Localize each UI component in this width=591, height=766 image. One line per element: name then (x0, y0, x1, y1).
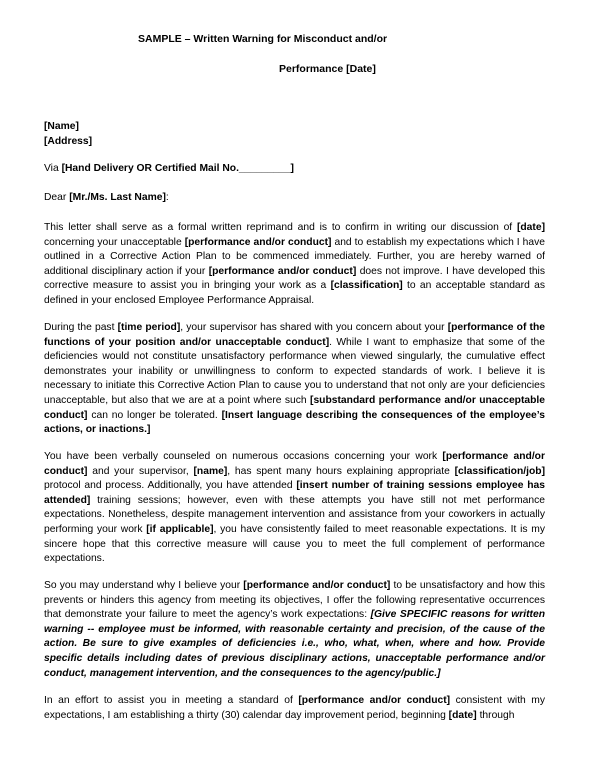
placeholder-date: [date] (448, 709, 477, 721)
text-run: concerning your unacceptable (44, 236, 185, 248)
paragraph-reprimand (44, 221, 545, 309)
placeholder-date: [date] (516, 222, 545, 233)
placeholder-training-sessions: [insert number of training sessions employee has attended] (44, 480, 545, 506)
recipient-address-block (44, 120, 92, 149)
placeholder-performance-conduct: [performance and/or conduct] (208, 265, 357, 277)
placeholder-supervisor-name: [name] (193, 465, 228, 477)
paragraph-improvement-period (44, 694, 545, 723)
placeholder-if-applicable: [if applicable] (146, 523, 214, 535)
recipient-address-placeholder: [Address] (44, 135, 93, 147)
placeholder-substandard-performance: [substandard performance and/or unacceptable conduct] (44, 394, 546, 421)
text-run: So you may understand why I believe your (44, 580, 244, 591)
text-run: to be unsatisfactory and how this prevents or hinders this agency from meeting its objectives, I offer the following representative occurrences that demonstrate your failure to meet the agency’s work expectations: (44, 580, 545, 621)
text-run: does not improve. I have developed this corrective measure to assist you in bringing your work as a (44, 265, 545, 292)
delivery-method-placeholder: [Hand Delivery OR Certified Mail No._________] (61, 163, 294, 174)
placeholder-performance-conduct: [performance and/or conduct] (184, 236, 332, 248)
placeholder-specific-reasons: [Give SPECIFIC reasons for written warning -- employee must be informed, with reasonable certainty and precision, of the cause of the action. Be sure to give examples of deficiencies i.e., who, what, when, where and how. Provide specific details including dates of previous disciplinary actions, unacceptable performance and/or conduct, management intervention, and the consequences to the agency/public.] (44, 609, 545, 679)
text-run: through (476, 709, 515, 721)
placeholder-classification: [classification] (330, 280, 403, 292)
text-run: and your supervisor, (87, 465, 194, 477)
placeholder-performance-conduct: [performance and/or conduct] (243, 580, 391, 591)
placeholder-consequences-language: [Insert language describing the consequences of the employee’s actions, or inactions.] (44, 409, 545, 436)
placeholder-performance-functions: [performance of the functions of your position and/or unacceptable conduct] (44, 322, 545, 348)
document-title-date: Performance [Date] (279, 63, 376, 75)
salutation-prefix: Dear (44, 192, 70, 203)
text-run: can no longer be tolerated. (87, 409, 222, 421)
text-run: This letter shall serve as a formal written reprimand and is to confirm in writing our discussion of (44, 222, 517, 233)
text-run: , your supervisor has shared with you concern about your (180, 322, 448, 333)
text-run: During the past (44, 322, 118, 333)
paragraph-past-concerns (44, 321, 545, 438)
salutation-line (44, 192, 169, 203)
text-run: In an effort to assist you in meeting a standard of (44, 695, 299, 706)
placeholder-classification-job: [classification/job] (454, 465, 545, 477)
text-run: protocol and process. Additionally, you have attended (44, 480, 297, 492)
text-run: to an acceptable standard as defined in your enclosed Employee Performance Appraisal. (44, 280, 545, 306)
text-run: and to establish my expectations which I have outlined in a Corrective Action Plan to be commenced immediately. Further, you are hereby warned of additional disciplinary action if your (44, 236, 545, 277)
text-run: , you have consistently failed to meet reasonable expectations. It is my sincere hope that this corrective measure will cause you to meet the full complement of performance expectations. (44, 523, 545, 565)
document-title: SAMPLE – Written Warning for Misconduct and/or (138, 33, 388, 45)
recipient-name-placeholder: [Name] (44, 121, 79, 132)
text-run: consistent with my expectations, I am establishing a thirty (30) calendar day improvement period, beginning (44, 695, 546, 721)
text-run: You have been verbally counseled on numerous occasions concerning your work (44, 451, 443, 462)
placeholder-performance-conduct: [performance and/or conduct] (44, 451, 545, 477)
text-run: , has spent many hours explaining appropriate (227, 465, 455, 477)
delivery-method-line (44, 163, 294, 174)
paragraph-counseling-history (44, 450, 545, 567)
placeholder-time-period: [time period] (117, 322, 181, 333)
salutation-name-placeholder: [Mr./Ms. Last Name] (69, 192, 166, 203)
placeholder-performance-conduct: [performance and/or conduct] (298, 695, 451, 706)
paragraph-occurrences (44, 579, 545, 681)
text-run: training sessions; however, even with these attempts you have still not met performance expectations. Nonetheless, despite management intervention and assistance from your coworkers in actually performing your work (44, 494, 545, 535)
via-prefix: Via (44, 163, 62, 174)
text-run: . While I want to emphasize that some of the deficiencies would not constitute unsatisfactory performance when viewed singularly, the cumulative effect demonstrates your inability or unwillingness to conform to expected standards of work. I believe it is necessary to initiate this Corrective Action Plan to cause you to understand that not only are your deficiencies unacceptable, but also that we are at a point where such (44, 336, 545, 406)
salutation-suffix: : (165, 192, 169, 203)
